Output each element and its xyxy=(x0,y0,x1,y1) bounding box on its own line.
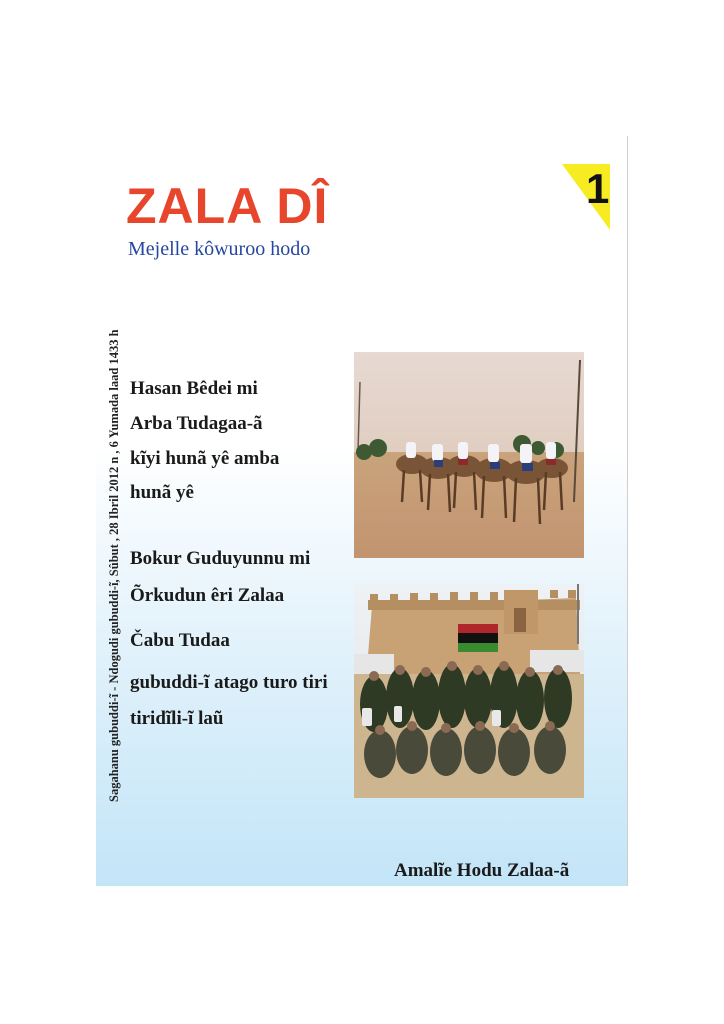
headline-1-line-4: hunã yê xyxy=(130,482,194,503)
headline-2-line-5: tiridĩli-ĩ laũ xyxy=(130,708,224,729)
issue-number: 1 xyxy=(586,165,610,212)
headline-1-line-3: kĩyi hunã yê amba xyxy=(130,448,280,469)
footer-publisher: Amalĩe Hodu Zalaa-ã xyxy=(394,860,570,881)
photo-camel-riders xyxy=(354,352,584,558)
magazine-subtitle: Mejelle kôwuroo hodo xyxy=(128,238,311,260)
cover-edge-line xyxy=(627,136,628,886)
headline-2-line-3: Čabu Tudaa xyxy=(130,630,230,651)
issue-date-line: Sagahanu gubuddi-ĩ - Ndogudi gubuddi-ĩ, Sûbut , 28 Ibril 2012 n , 6 Yumada laad 1433 h xyxy=(107,329,121,802)
magazine-title: ZALA DÎ xyxy=(126,178,329,234)
headline-1-line-2: Arba Tudagaa-ã xyxy=(130,413,263,434)
photo-fortress-group xyxy=(354,584,584,798)
magazine-cover xyxy=(96,130,628,886)
headline-2-line-1: Bokur Guduyunnu mi xyxy=(130,548,311,569)
issue-badge xyxy=(562,164,610,230)
headline-2-line-2: Õrkudun êri Zalaa xyxy=(130,585,285,606)
headline-1-line-1: Hasan Bêdei mi xyxy=(130,378,258,399)
headline-2-line-4: gubuddi-ĩ atago turo tiri xyxy=(130,672,328,693)
